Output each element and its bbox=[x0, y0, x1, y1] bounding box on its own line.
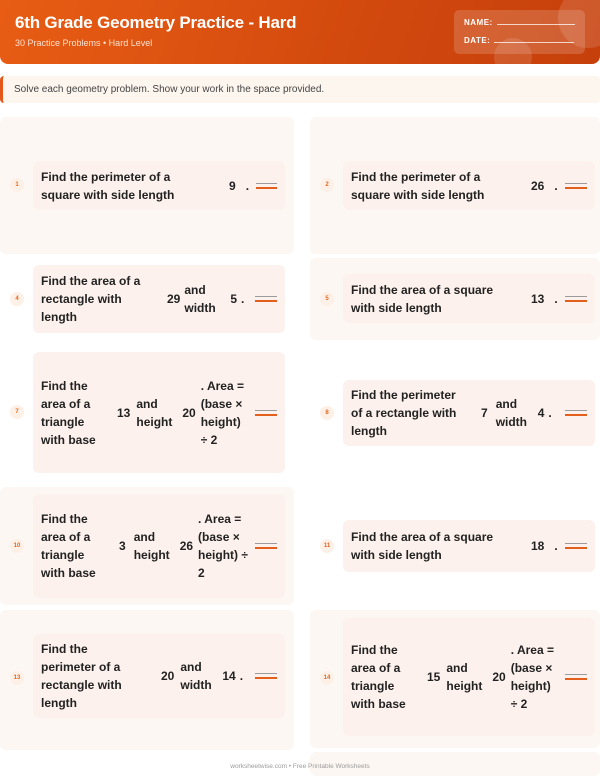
problem-number: 11 bbox=[320, 539, 334, 553]
problem-end: . bbox=[554, 539, 558, 553]
problem-value: 13 bbox=[117, 405, 131, 420]
problem-value: 20 bbox=[492, 670, 506, 684]
problem-end: . bbox=[239, 669, 244, 683]
name-line bbox=[497, 24, 575, 25]
answer-blank[interactable] bbox=[255, 672, 277, 680]
problem-value: 20 bbox=[161, 669, 175, 683]
instructions-banner: Solve each geometry problem. Show your work in the space provided. bbox=[0, 76, 600, 103]
problem-connector: and height bbox=[136, 396, 173, 429]
problem-text: Find the area of a triangle with base bbox=[41, 512, 96, 580]
name-field[interactable] bbox=[464, 18, 575, 27]
date-line bbox=[494, 42, 574, 43]
answer-blank[interactable] bbox=[565, 542, 587, 550]
name-date-box bbox=[454, 10, 585, 54]
problem-text: Find the area of a square with side length bbox=[351, 530, 494, 562]
problem-value: 3 bbox=[119, 539, 126, 553]
problem-value: 13 bbox=[531, 291, 545, 306]
answer-blank[interactable] bbox=[565, 182, 587, 190]
problem-text: Find the area of a triangle with base bbox=[41, 378, 96, 447]
problem-connector: and height bbox=[133, 530, 170, 562]
page-footer: worksheetwise.com • Free Printable Worksheets bbox=[230, 763, 370, 770]
problem-card bbox=[33, 161, 285, 210]
worksheet-header bbox=[0, 0, 600, 64]
date-label: DATE: bbox=[464, 36, 491, 45]
problem-number: 13 bbox=[10, 671, 24, 685]
problem-number: 2 bbox=[320, 178, 334, 192]
problem-formula: . Area = (base × height) ÷ 2 bbox=[198, 512, 248, 580]
problem-number: 14 bbox=[320, 671, 334, 685]
problem-value: 4 bbox=[537, 406, 545, 420]
problem-number: 1 bbox=[10, 178, 24, 192]
problem-connector: and width bbox=[184, 283, 216, 315]
answer-blank[interactable] bbox=[255, 409, 277, 417]
problem-connector: and height bbox=[446, 661, 483, 693]
problem-value: 14 bbox=[222, 669, 236, 683]
problem-text: Find the area of a rectangle with length bbox=[41, 274, 141, 324]
worksheet-title: 6th Grade Geometry Practice - Hard bbox=[15, 13, 297, 32]
problem-card bbox=[343, 520, 595, 572]
answer-blank[interactable] bbox=[565, 673, 587, 681]
problem-text: Find the perimeter of a rectangle with length bbox=[41, 642, 122, 710]
problem-number: 4 bbox=[10, 292, 24, 306]
problem-value: 26 bbox=[531, 178, 545, 193]
problem-value: 18 bbox=[531, 539, 545, 553]
problem-value: 15 bbox=[427, 670, 441, 684]
problem-number: 7 bbox=[10, 405, 24, 419]
problem-card bbox=[33, 265, 285, 333]
answer-blank[interactable] bbox=[255, 295, 277, 303]
problem-connector: and width bbox=[180, 660, 212, 692]
problem-connector: and width bbox=[495, 397, 528, 429]
problem-value: 7 bbox=[481, 406, 488, 420]
answer-blank[interactable] bbox=[565, 295, 587, 303]
problem-end: . bbox=[548, 406, 552, 420]
problem-end: . bbox=[245, 178, 250, 193]
answer-blank[interactable] bbox=[256, 182, 277, 190]
problem-card bbox=[33, 634, 285, 718]
problem-value: 9 bbox=[229, 178, 236, 193]
date-field[interactable] bbox=[464, 36, 574, 45]
problem-value: 26 bbox=[179, 539, 194, 553]
worksheet-subtitle: 30 Practice Problems • Hard Level bbox=[15, 38, 153, 48]
problem-card bbox=[343, 618, 595, 736]
problem-card bbox=[343, 380, 595, 446]
name-label: NAME: bbox=[464, 18, 493, 27]
problem-number: 10 bbox=[10, 539, 24, 553]
problem-text: Find the area of a triangle with base bbox=[351, 643, 406, 711]
problem-value: 20 bbox=[182, 405, 196, 420]
problem-text: Find the perimeter of a square with side length bbox=[351, 169, 485, 202]
problem-text: Find the perimeter of a rectangle with length bbox=[351, 388, 457, 438]
problem-card bbox=[33, 352, 285, 473]
problem-number: 8 bbox=[320, 406, 334, 420]
problem-value: 5 bbox=[230, 292, 238, 306]
problem-number: 5 bbox=[320, 292, 334, 306]
problem-text: Find the perimeter of a square with side length bbox=[41, 169, 175, 202]
problem-end: . bbox=[554, 178, 558, 193]
problem-formula: . Area = (base × height) ÷ 2 bbox=[510, 643, 554, 711]
problem-card bbox=[33, 494, 285, 598]
answer-blank[interactable] bbox=[565, 409, 587, 417]
problem-card bbox=[343, 274, 595, 323]
problem-text: Find the area of a square with side length bbox=[351, 282, 494, 315]
problem-end: . bbox=[241, 292, 245, 306]
answer-blank[interactable] bbox=[255, 542, 277, 550]
problem-formula: . Area = (base × height) ÷ 2 bbox=[200, 378, 244, 447]
problem-value: 29 bbox=[167, 292, 181, 306]
problem-card bbox=[343, 161, 595, 210]
problem-end: . bbox=[554, 291, 558, 306]
